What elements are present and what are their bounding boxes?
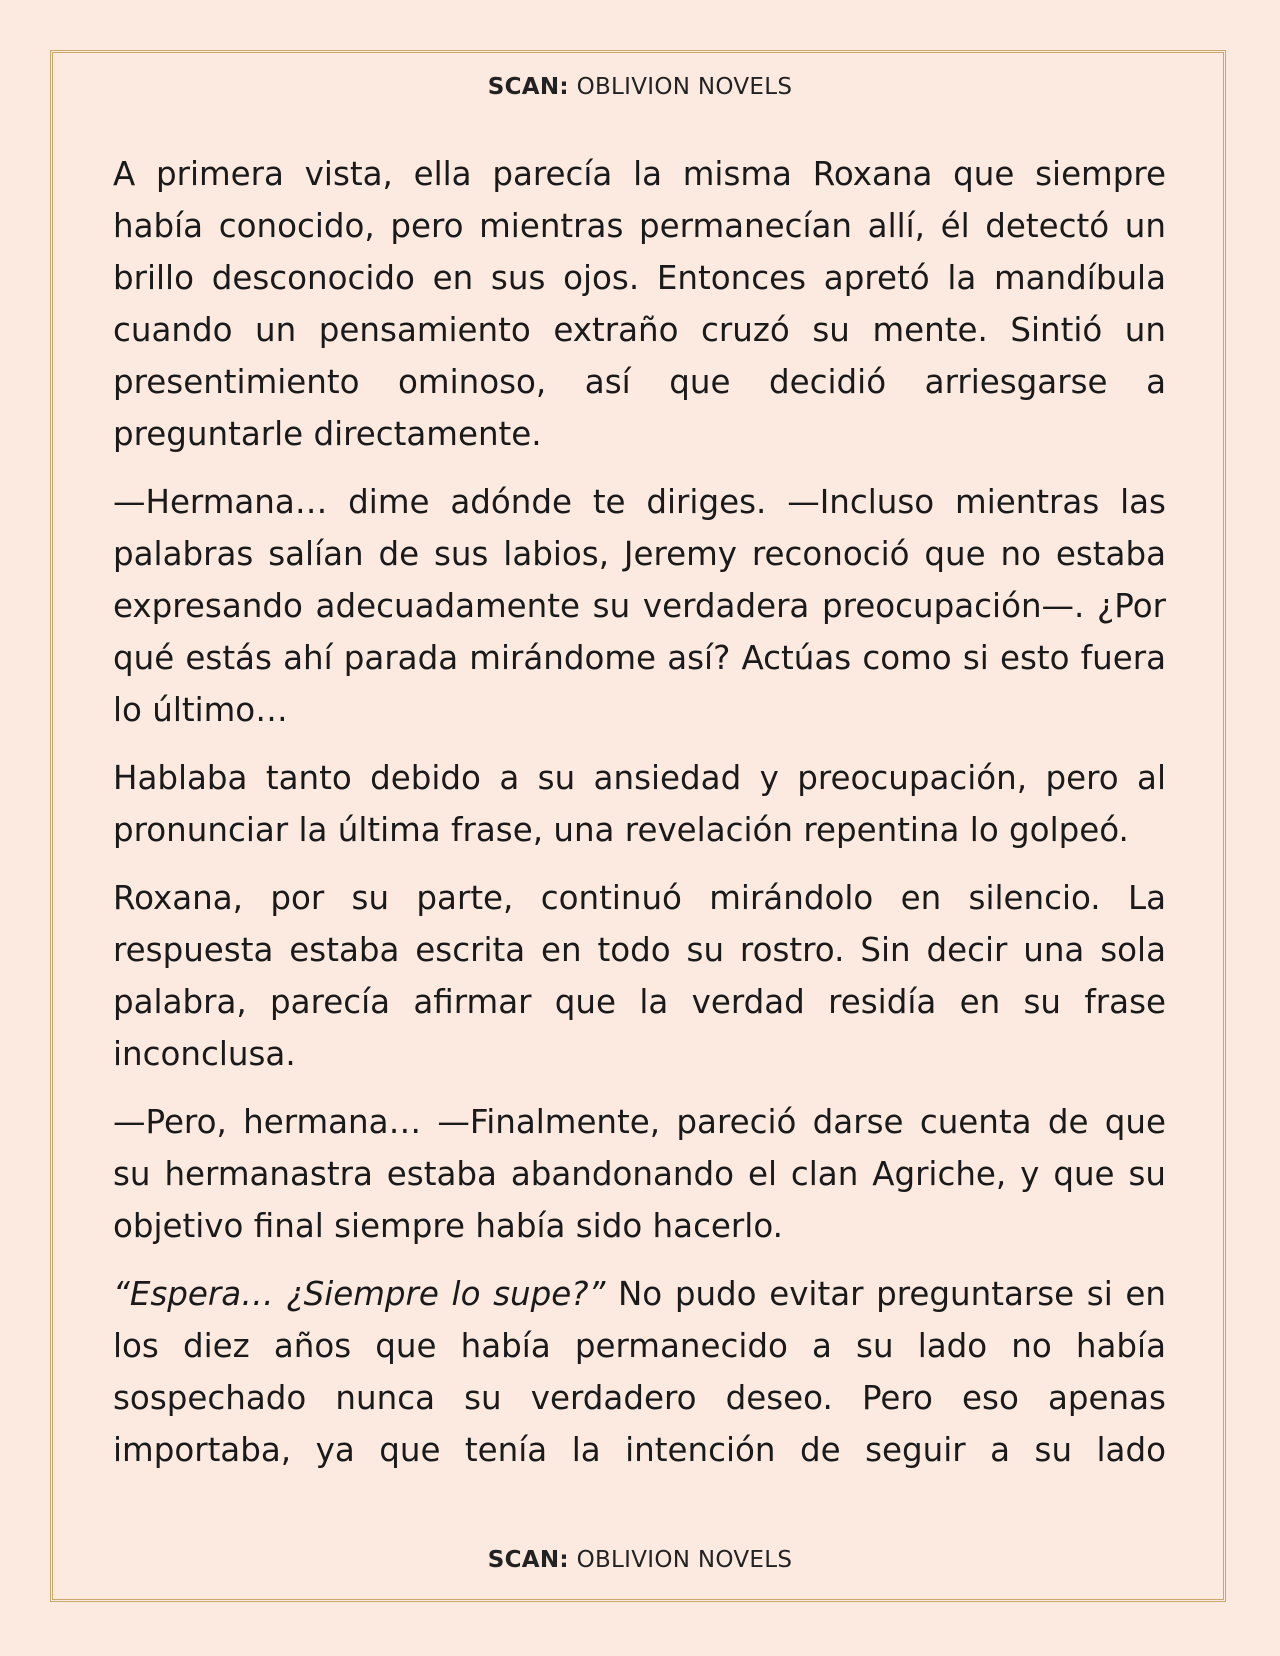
footer-label: SCAN: — [487, 1547, 569, 1573]
page-header — [0, 74, 1280, 100]
footer-name: OBLIVION NOVELS — [576, 1547, 793, 1573]
paragraph-3: Hablaba tanto debido a su ansiedad y preocupación, pero al pronunciar la última frase, una revelación repentina lo golpeó. — [113, 759, 1166, 849]
paragraph-1: A primera vista, ella parecía la misma Roxana que siempre había conocido, pero mientras permanecían allí, él detectó un brillo desconocido en sus ojos. Entonces apretó la mandíbula cuando un pensamiento extraño cruzó su mente. Sintió un presentimiento ominoso, así que decidió arriesgarse a preguntarle directamente. — [113, 155, 1166, 453]
paragraph-2: —Hermana… dime adónde te diriges. —Incluso mientras las palabras salían de sus labios, Jeremy reconoció que no estaba expresando adecuadamente su verdadera preocupación—. ¿Por qué estás ahí parada mirándome así? Actúas como si esto fuera lo último… — [113, 483, 1166, 729]
body-text — [113, 148, 1166, 1492]
header-label: SCAN: — [487, 74, 569, 100]
italic-thought: “Espera… ¿Siempre lo supe?” — [113, 1275, 606, 1313]
page-footer — [0, 1547, 1280, 1573]
paragraph-4: Roxana, por su parte, continuó mirándolo en silencio. La respuesta estaba escrita en todo su rostro. Sin decir una sola palabra, parecía afirmar que la verdad residía en su frase inconclusa. — [113, 879, 1166, 1073]
paragraph-6-text: No pudo evitar preguntarse si en los diez años que había permanecido a su lado no había sospechado nunca su verdadero deseo. Pero eso apenas importaba, ya que tenía la intención de seguir a su lado — [113, 1275, 1167, 1469]
paragraph-5: —Pero, hermana… —Finalmente, pareció darse cuenta de que su hermanastra estaba abandonando el clan Agriche, y que su objetivo final siempre había sido hacerlo. — [113, 1103, 1166, 1245]
header-name: OBLIVION NOVELS — [576, 74, 793, 100]
paragraph-6 — [113, 1268, 1166, 1476]
